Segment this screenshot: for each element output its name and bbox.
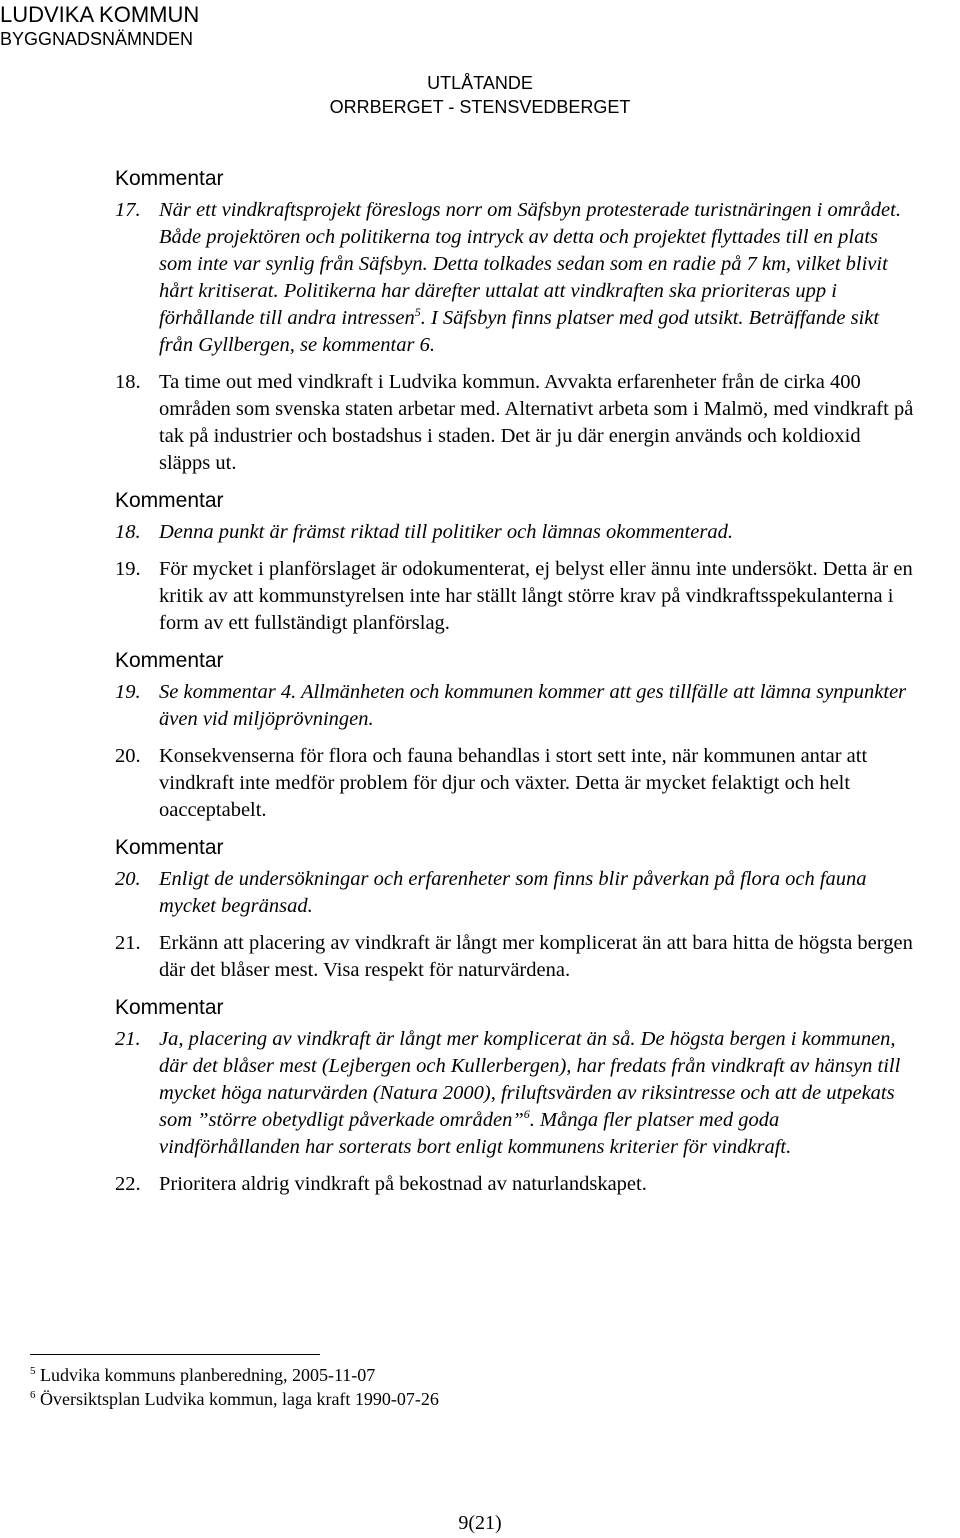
item-text: Ta time out med vindkraft i Ludvika kommun. Avvakta erfarenheter från de cirka 400 områden som svenska staten arbetar med. Alternativt arbeta som i Malmö, med vindkraft på tak på industrier och bostadshus i staden. Det är ju där energin används och koldioxid släpps ut. <box>159 371 914 474</box>
footnote-mark: 5 <box>30 1365 36 1377</box>
page-number: 9(21) <box>458 1512 502 1534</box>
item-number: 18. <box>115 371 141 393</box>
list-item <box>115 866 915 920</box>
item-number: 18. <box>115 521 141 543</box>
item-number: 22. <box>115 1173 141 1195</box>
document-body <box>115 165 915 1208</box>
document-type: UTLÅTANDE <box>427 73 533 93</box>
list-item <box>115 1026 915 1161</box>
item-text: Erkänn att placering av vindkraft är långt mer komplicerat än att bara hitta de högsta bergen där det blåser mest. Visa respekt för naturvärdena. <box>159 932 913 981</box>
footnote-ref: 6 <box>523 1107 530 1122</box>
project-title: ORRBERGET - STENSVEDBERGET <box>329 97 631 117</box>
item-text: När ett vindkraftsprojekt föreslogs norr om Säfsbyn protesterade turistnäringen i området. Både projektören och politikerna tog intryck av detta och projektet flyttades till en plats som inte var synlig från Säfsbyn. Detta tolkades sedan som en radie på 7 km, vilket blivit hårt kritiserat. Politikerna har därefter uttalat att vindkraften ska prioriteras upp i förhållande till andra intressen$^5$. I Säfsbyn finns platser med god utsikt. Beträffande sikt från Gyllbergen, se kommentar 6. <box>159 199 901 356</box>
footnote <box>30 1364 375 1386</box>
footnote-text: Ludvika kommuns planberedning, 2005-11-07 <box>40 1365 376 1385</box>
comment-heading: Kommentar <box>115 489 224 512</box>
comment-heading: Kommentar <box>115 167 224 190</box>
footnote-mark: 6 <box>30 1389 36 1401</box>
item-number: 17. <box>115 199 141 221</box>
item-number: 20. <box>115 745 141 767</box>
item-number: 21. <box>115 932 141 954</box>
item-text: För mycket i planförslaget är odokumenterat, ej belyst eller ännu inte undersökt. Detta är en kritik av att kommunstyrelsen inte har ställt långt större krav på vindkraftsspekulanterna i form av ett fullständigt planförslag. <box>159 558 913 634</box>
organization-name: LUDVIKA KOMMUN <box>0 2 200 27</box>
footnote <box>30 1388 439 1410</box>
item-number: 19. <box>115 681 141 703</box>
item-text: Ja, placering av vindkraft är långt mer komplicerat än så. De högsta bergen i kommunen, där det blåser mest (Lejbergen och Kullerbergen), har fredats från vindkraft av hänsyn till mycket höga naturvärden (Natura 2000), friluftsvärden av riksintresse och att de utpekats som ”större obetydligt påverkade områden”$^6$. Många fler platser med goda vindförhållanden har sorterats bort enligt kommunens kriterier för vindkraft. <box>159 1028 901 1158</box>
comment-heading: Kommentar <box>115 649 224 672</box>
list-item <box>115 556 915 637</box>
item-text: Konsekvenserna för flora och fauna behandlas i stort sett inte, när kommunen antar att vindkraft inte medför problem för djur och växter. Detta är mycket felaktigt och helt oacceptabelt. <box>159 745 868 821</box>
list-item <box>115 679 915 733</box>
list-item <box>115 519 915 546</box>
list-item <box>115 930 915 984</box>
item-number: 20. <box>115 868 141 890</box>
item-text: Prioritera aldrig vindkraft på bekostnad av naturlandskapet. <box>159 1173 647 1195</box>
item-text: Enligt de undersökningar och erfarenheter som finns blir påverkan på flora och fauna mycket begränsad. <box>159 868 867 917</box>
department-name: BYGGNADSNÄMNDEN <box>0 29 194 49</box>
list-item <box>115 369 915 477</box>
list-item <box>115 1171 915 1198</box>
list-item <box>115 197 915 359</box>
item-text: Denna punkt är främst riktad till politiker och lämnas okommenterad. <box>159 521 733 543</box>
item-number: 21. <box>115 1028 141 1050</box>
list-item <box>115 743 915 824</box>
item-number: 19. <box>115 558 141 580</box>
comment-heading: Kommentar <box>115 836 224 859</box>
item-text: Se kommentar 4. Allmänheten och kommunen kommer att ges tillfälle att lämna synpunkter även vid miljöprövningen. <box>159 681 907 730</box>
comment-heading: Kommentar <box>115 996 224 1019</box>
footnote-ref: 5 <box>414 305 421 320</box>
footnote-text: Översiktsplan Ludvika kommun, laga kraft 1990-07-26 <box>40 1389 439 1409</box>
footnote-divider <box>30 1354 320 1355</box>
